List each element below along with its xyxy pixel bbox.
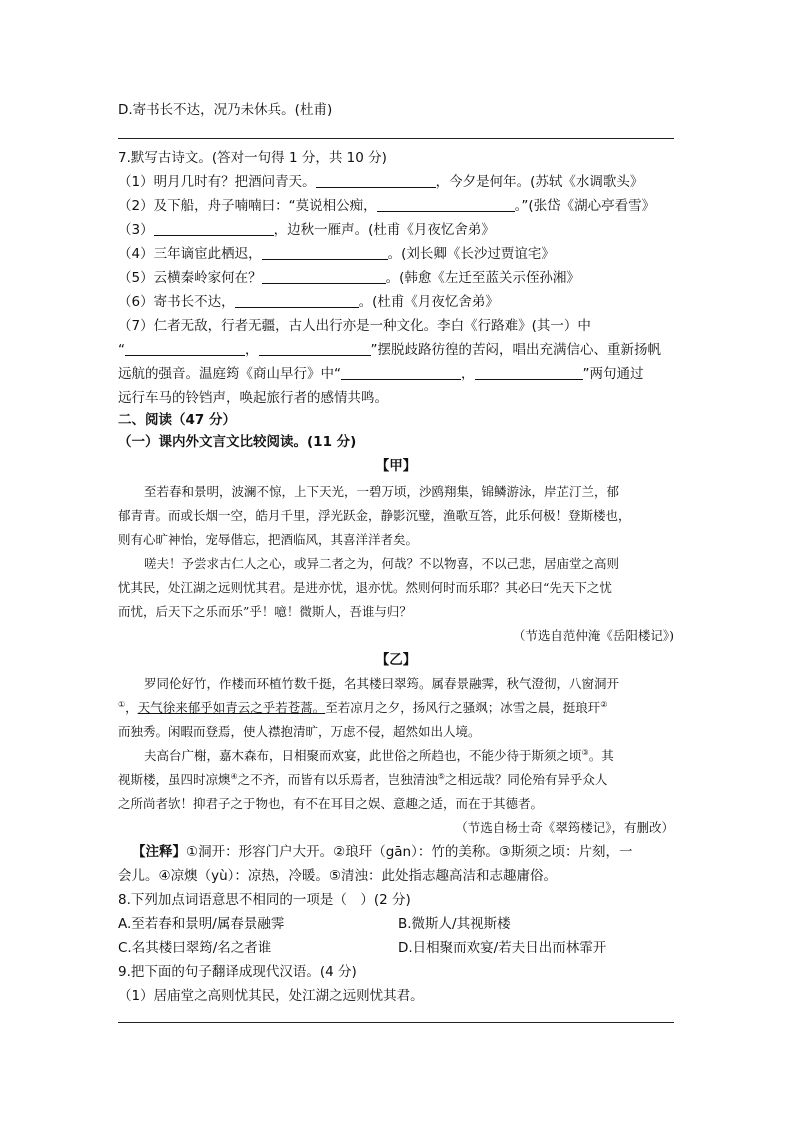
q9-item-1: （1）居庙堂之高则忧其民，处江湖之远则忧其君。 [118, 988, 424, 1004]
q8-option-b[interactable]: B.微斯人/其视斯楼 [398, 916, 511, 932]
option-d-line: D.寄书长不达，况乃未休兵。(杜甫) [118, 102, 333, 118]
yi-p1-line2: ①，天气徐来郁乎如青云之乎若苍蒿。至若凉月之夕，扬风行之骚飒；冰雪之晨，挺琅玕② [118, 699, 608, 715]
q7-item-5: （5）云横秦岭家何在？ 。(韩愈《左迁至蓝关示侄孙湘》 [118, 270, 580, 286]
answer-blank[interactable] [341, 365, 461, 380]
subsection-1-heading: （一）课内外文言文比较阅读。(11 分) [118, 434, 357, 450]
jia-p2-line3: 而忧，后天下之乐而乐”乎！噫！微斯人，吾谁与归？ [118, 604, 412, 619]
answer-blank[interactable] [259, 341, 371, 356]
answer-blank[interactable] [316, 173, 436, 188]
q7-item-7-line3: 远航的强音。温庭筠《商山早行》中“ ， ”两句通过 [118, 366, 644, 382]
jia-p1-line1: 至若春和景明，波澜不惊，上下天光，一碧万顷，沙鸥翔集，锦鳞游泳，岸芷汀兰，郁 [144, 484, 620, 499]
q7-item-6: （6）寄书长不达， 。(杜甫《月夜忆舍弟》 [118, 294, 499, 310]
q8-option-a[interactable]: A.至若春和景明/属春景融霁 [118, 916, 285, 932]
q7-item-2: （2）及下船，舟子喃喃曰：“莫说相公痴， 。”(张岱《湖心亭看雪》 [118, 198, 656, 214]
q7-item-7-line2: “ ， ”摆脱歧路彷徨的苦闷，唱出充满信心、重新扬帆 [118, 342, 661, 358]
footer-rule [118, 1022, 674, 1023]
q7-item-7-line1: （7）仁者无敌，行者无疆，古人出行亦是一种文化。李白《行路难》(其一）中 [118, 318, 591, 334]
answer-blank[interactable] [154, 221, 274, 236]
answer-blank[interactable] [125, 341, 245, 356]
q7-title: 7.默写古诗文。(答对一句得 1 分，共 10 分) [118, 150, 387, 166]
q8-title: 8.下列加点词语意思不相同的一项是（ ）(2 分) [118, 892, 411, 908]
yi-source: （节选自杨士奇《翠筠楼记》，有删改） [455, 820, 674, 835]
q9-title: 9.把下面的句子翻译成现代汉语。(4 分) [118, 964, 357, 980]
jia-heading: 【甲】 [375, 458, 417, 474]
yi-p1-line1: 罗同伦好竹，作楼而环植竹数千挺，名其楼曰翠筠。属春景融霁，秋气澄彻，八窗洞开 [144, 676, 620, 691]
answer-blank[interactable] [262, 269, 386, 284]
yi-p2-line1: 夫高台广榭，嘉木森布，日相聚而欢宴，此世俗之所趋也，不能少待于斯须之顷③。其 [144, 747, 614, 763]
q8-option-c[interactable]: C.名其楼曰翠筠/名之者谁 [118, 940, 272, 956]
section-2-heading: 二、阅读（47 分） [118, 412, 236, 428]
header-rule [118, 138, 674, 139]
q7-item-7-line4: 远行车马的铃铛声，唤起旅行者的感情共鸣。 [118, 390, 388, 406]
jia-p1-line3: 则有心旷神怡，宠辱偕忘，把酒临风，其喜洋洋者矣。 [118, 532, 419, 547]
yi-p1-line3: 而独秀。闲暇而登焉，使人襟抱清旷，万虑不侵，超然如出人境。 [118, 724, 481, 739]
notes-line1: 【注释】①洞开：形容门户大开。②琅玕（gān）：竹的美称。③斯须之顷：片刻，一 [132, 844, 633, 860]
answer-blank[interactable] [235, 293, 359, 308]
q7-item-3: （3） ，边秋一雁声。(杜甫《月夜忆舍弟》 [118, 222, 495, 238]
jia-p2-line2: 忧其民，处江湖之远则忧其君。是进亦忧，退亦忧。然则何时而乐耶？其必曰“先天下之忧 [118, 580, 612, 595]
yi-heading: 【乙】 [375, 652, 417, 668]
q7-item-1: （1）明月几时有？把酒问青天。 ，今夕是何年。(苏轼《水调歌头》 [118, 174, 644, 190]
answer-blank[interactable] [377, 197, 515, 212]
jia-p1-line2: 郁青青。而或长烟一空，皓月千里，浮光跃金，静影沉璧，渔歌互答，此乐何极！登斯楼也， [118, 508, 631, 523]
q7-item-4: （4）三年谪宦此栖迟， 。(刘长卿《长沙过贾谊宅》 [118, 246, 555, 262]
jia-p2-line1: 嗟夫！予尝求古仁人之心，或异二者之为，何哉？不以物喜，不以己悲，居庙堂之高则 [144, 556, 620, 571]
answer-blank[interactable] [475, 365, 583, 380]
notes-line2: 会儿。④凉燠（yù）：凉热，冷暖。⑤清浊：此处指志趣高洁和志趣庸俗。 [118, 868, 557, 884]
yi-p2-line3: 之所尚者欤！抑君子之于物也，有不在耳目之娱、意趣之适，而在于其德者。 [118, 796, 544, 811]
q8-option-d[interactable]: D.日相聚而欢宴/若夫日出而林霏开 [398, 940, 607, 956]
jia-source: （节选自范仲淹《岳阳楼记》) [512, 628, 674, 643]
underlined-sentence: 天气徐来郁乎如青云之乎若苍蒿。 [137, 700, 326, 715]
answer-blank[interactable] [262, 245, 388, 260]
yi-p2-line2: 视斯楼，虽四时凉燠④之不齐，而皆有以乐焉者，岂独清浊⑤之相远哉？同伦殆有异乎众人 [118, 771, 608, 787]
